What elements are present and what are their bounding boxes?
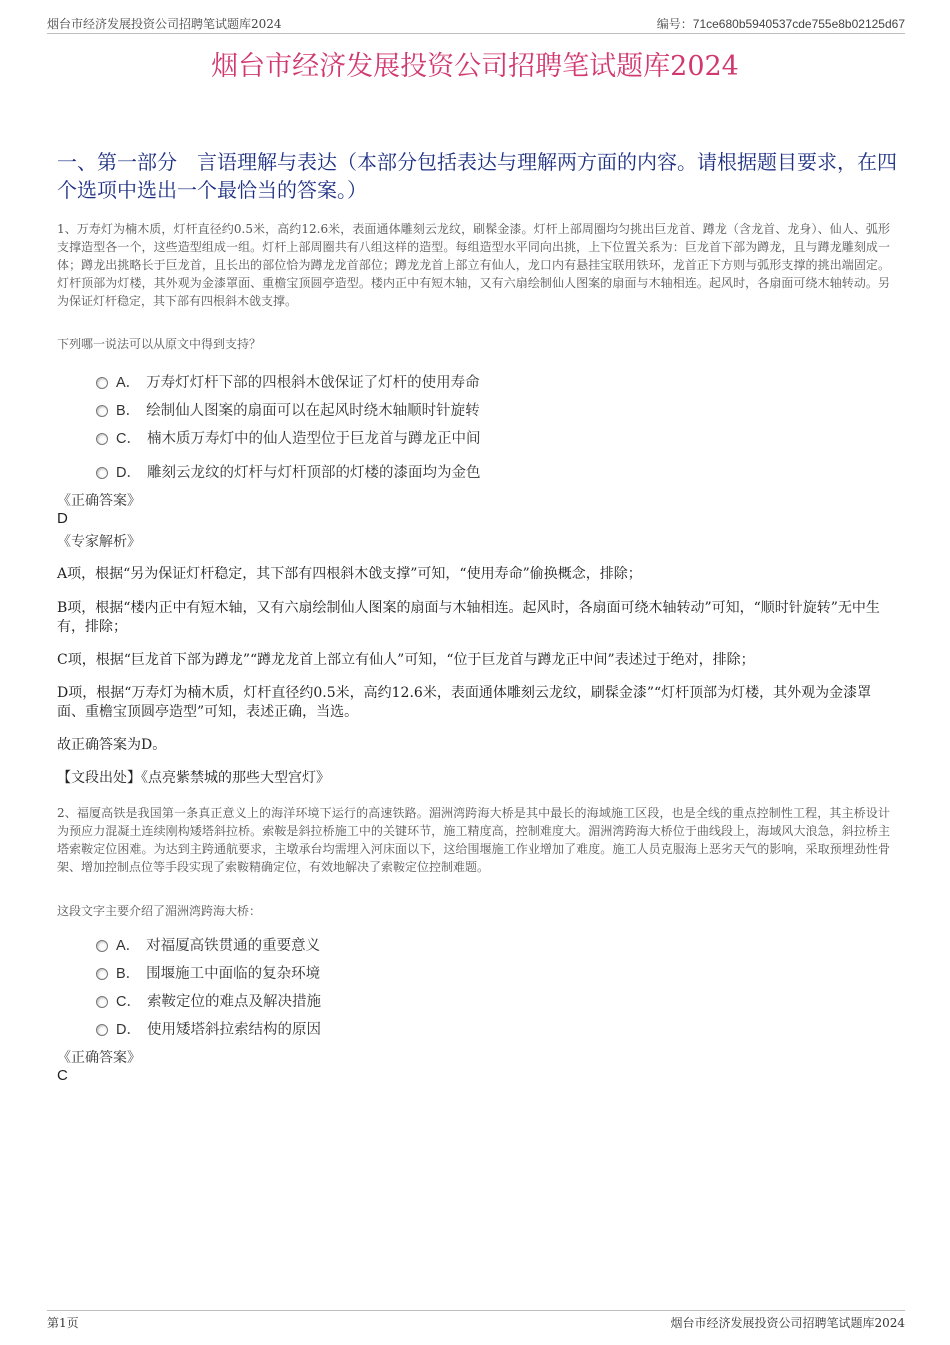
section-heading: 一、第一部分 言语理解与表达（本部分包括表达与理解两方面的内容。请根据题目要求，在四个选项中选出一个最恰当的答案。） [57, 150, 897, 202]
q2-answer: C [57, 1067, 68, 1084]
radio-icon[interactable] [96, 940, 108, 952]
page-title: 烟台市经济发展投资公司招聘笔试题库2024 [211, 51, 739, 82]
radio-icon[interactable] [96, 433, 108, 445]
q1-passage: 1、万寿灯为楠木质，灯杆直径约0.5米，高约12.6米，表面通体雕刻云龙纹，刷髹金漆。灯杆上部周圈均匀挑出巨龙首、蹲龙（含龙首、龙身）、仙人、弧形支撑造型各一个，这些造型组成一组。灯杆上部周圈共有八组这样的造型。每组造型水平同向出挑，上下位置关系为：巨龙首下部为蹲龙，且与蹲龙雕刻成一体；蹲龙出挑略长于巨龙首，且长出的部位恰为蹲龙龙首部位；蹲龙龙首上部立有仙人，龙口内有悬挂宝联用铁环，龙首正下方则与弧形支撑的挑出端固定。灯杆顶部为灯楼，其外观为金漆罩面、重檐宝顶圆亭造型。楼内正中有短木轴，又有六扇绘制仙人图案的扇面与木轴相连。起风时，各扇面可绕木轴转动。另为保证灯杆稳定，其下部有四根斜木戗支撑。 [57, 222, 890, 308]
radio-icon[interactable] [96, 968, 108, 980]
q1-option-a[interactable]: A． 万寿灯灯杆下部的四根斜木戗保证了灯杆的使用寿命 [96, 371, 480, 392]
q1-option-d[interactable]: D． 雕刻云龙纹的灯杆与灯杆顶部的灯楼的漆面均为金色 [96, 461, 480, 482]
q2-option-c[interactable]: C． 索鞍定位的难点及解决措施 [96, 990, 321, 1011]
q2-question: 这段文字主要介绍了湄洲湾跨海大桥： [57, 904, 262, 918]
q1-analysis-b: B项，根据“楼内正中有短木轴，又有六扇绘制仙人图案的扇面与木轴相连。起风时，各扇面可绕木轴转动”可知，“顺时针旋转”无中生有，排除； [57, 600, 880, 635]
footer-page-number: 第1页 [47, 1316, 79, 1330]
q1-option-c[interactable]: C． 楠木质万寿灯中的仙人造型位于巨龙首与蹲龙正中间 [96, 427, 480, 448]
header-doc-id: 编号：71ce680b5940537cde755e8b02125d67 [656, 17, 905, 31]
q1-option-b[interactable]: B． 绘制仙人图案的扇面可以在起风时绕木轴顺时针旋转 [96, 399, 480, 420]
q1-question: 下列哪一说法可以从原文中得到支持？ [57, 337, 262, 351]
page-footer [47, 1310, 905, 1332]
radio-icon[interactable] [96, 377, 108, 389]
header-doc-title: 烟台市经济发展投资公司招聘笔试题库2024 [47, 17, 282, 31]
q2-passage: 2、福厦高铁是我国第一条真正意义上的海洋环境下运行的高速铁路。湄洲湾跨海大桥是其中最长的海域施工区段，也是全线的重点控制性工程，其主桥设计为预应力混凝土连续刚构矮塔斜拉桥。索鞍是斜拉桥施工中的关键环节，施工精度高，控制难度大。湄洲湾跨海大桥位于曲线段上，海域风大浪急，斜拉桥主塔索鞍定位困难。为达到主跨通航要求，主墩承台均需埋入河床面以下，这给围堰施工作业增加了难度。施工人员克服海上恶劣天气的影响，采取预埋劲性骨架、增加控制点位等手段实现了索鞍精确定位，有效地解决了索鞍定位控制难题。 [57, 806, 890, 874]
q1-answer-label: 《正确答案》 [57, 493, 141, 509]
radio-icon[interactable] [96, 1024, 108, 1036]
q2-answer-label: 《正确答案》 [57, 1050, 141, 1066]
q1-analysis-a: A项，根据“另为保证灯杆稳定，其下部有四根斜木戗支撑”可知，“使用寿命”偷换概念，排除； [57, 566, 642, 582]
q2-option-d[interactable]: D． 使用矮塔斜拉索结构的原因 [96, 1018, 321, 1039]
page-header [47, 15, 905, 34]
q1-analysis-c: C项，根据“巨龙首下部为蹲龙”“蹲龙龙首上部立有仙人”可知，“位于巨龙首与蹲龙正中间”表述过于绝对，排除； [57, 652, 755, 668]
radio-icon[interactable] [96, 996, 108, 1008]
q1-source: 【文段出处】《点亮紫禁城的那些大型宫灯》 [57, 770, 330, 786]
q1-analysis-conclusion: 故正确答案为D。 [57, 737, 167, 753]
q2-option-b[interactable]: B． 围堰施工中面临的复杂环境 [96, 962, 320, 983]
q1-answer: D [57, 510, 68, 527]
q2-option-a[interactable]: A． 对福厦高铁贯通的重要意义 [96, 934, 320, 955]
radio-icon[interactable] [96, 467, 108, 479]
radio-icon[interactable] [96, 405, 108, 417]
q1-analysis-d: D项，根据“万寿灯为楠木质，灯杆直径约0.5米，高约12.6米，表面通体雕刻云龙纹，刷髹金漆”“灯杆顶部为灯楼，其外观为金漆罩面、重檐宝顶圆亭造型”可知，表述正确，当选。 [57, 685, 872, 720]
q1-analysis-label: 《专家解析》 [57, 534, 141, 550]
footer-doc-title: 烟台市经济发展投资公司招聘笔试题库2024 [670, 1316, 905, 1330]
